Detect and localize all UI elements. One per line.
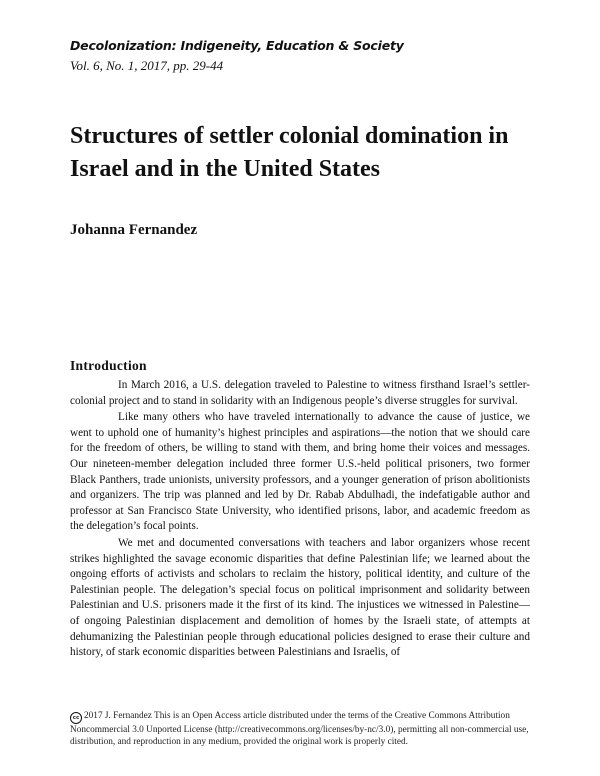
- section-heading: Introduction: [70, 358, 147, 373]
- license-footer: [70, 710, 530, 748]
- paragraph-3: We met and documented conversations with teachers and labor organizers whose recent strikes highlighted the savage economic disparities that define Palestinian life; we learned about the ongoing efforts of activists and scholars to reclaim the history, political identity, and culture of the Palestinian people. The delegation’s special focus on political imprisonment and solidarity between Palestinian and U.S. prisoners made it the first of its kind. The injustices we witnessed in Palestine—of ongoing Palestinian displacement and demolition of homes by the Israeli state, of attempts at dehumanizing the Palestinian people through educational policies designed to erase their culture and history, of stark economic disparities between Palestinians and Israelis, of: [70, 536, 530, 659]
- article-title: Structures of settler colonial domination in Israel and in the United States: [70, 123, 509, 182]
- article-author: Johanna Fernandez: [70, 222, 198, 238]
- volume-info: Vol. 6, No. 1, 2017, pp. 29-44: [70, 58, 224, 73]
- paragraph-2: Like many others who have traveled internationally to advance the cause of justice, we went to uphold one of humanity’s highest principles and aspirations—the notion that we should care for the freedom of others, be willing to stand with them, and bring home their voices and messages. Our nineteen-member delegation included three former U.S.-held political prisoners, two former Black Panthers, trade unionists, university professors, and a younger generation of prison abolitionists and organizers. The trip was planned and led by Dr. Rabab Abdulhadi, the indefatigable author and professor at San Francisco State University, who identified prisons, labor, and academic freedom as the delegation’s focal points.: [70, 411, 530, 533]
- paragraph-1: In March 2016, a U.S. delegation traveled to Palestine to witness firsthand Israel’s settler-colonial project and to stand in solidarity with an Indigenous people’s diverse struggles for survival.: [70, 379, 530, 407]
- article-body: [70, 378, 530, 662]
- creative-commons-icon: cc: [70, 712, 82, 724]
- journal-name: Decolonization: Indigeneity, Education & Society: [70, 38, 404, 53]
- license-text: 2017 J. Fernandez This is an Open Access article distributed under the terms of the Creative Commons Attribution Noncommercial 3.0 Unported License (http://creativecommons.org/licenses/by-nc/3.0), permitting all non-commercial use, distribution, and reproduction in any medium, provided the original work is properly cited.: [70, 711, 529, 747]
